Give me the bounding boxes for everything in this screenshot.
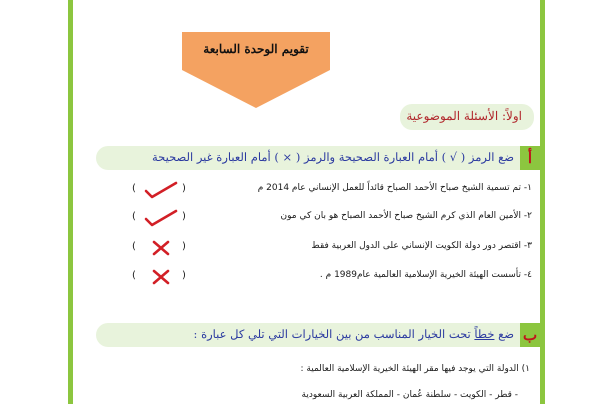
close-paren: ) — [182, 183, 186, 194]
instruction-pre: ضع — [494, 327, 514, 341]
statement-text: ١- تم تسمية الشيخ صباح الأحمد الصباح قائداً للعمل الإنساني عام 2014 م — [257, 183, 532, 193]
answer-mark — [132, 268, 190, 286]
open-paren: ( — [132, 211, 136, 222]
open-paren: ( — [132, 241, 136, 252]
section-a-heading — [96, 146, 540, 170]
answer-mark — [132, 239, 190, 257]
statement-row-2 — [96, 209, 532, 227]
question-1: ١) الدولة التي يوجد فيها مقر الهيئة الخيرية الإسلامية العالمية : — [300, 364, 530, 374]
open-paren: ( — [132, 270, 136, 281]
close-paren: ) — [182, 241, 186, 252]
banner-title: تقويم الوحدة السابعة — [203, 42, 309, 56]
statement-row-4 — [96, 268, 532, 286]
close-paren: ) — [182, 211, 186, 222]
open-paren: ( — [132, 183, 136, 194]
question-1-options: - قطر - الكويت - سلطنة عُمان - المملكة العربية السعودية — [301, 390, 518, 400]
check-mark-icon — [142, 181, 180, 199]
answer-mark — [132, 209, 190, 227]
section-a-instruction: ضع الرمز ( √ ) أمام العبارة الصحيحة والرمز ( × ) أمام العبارة غير الصحيحة — [152, 150, 514, 164]
answer-mark — [132, 181, 190, 199]
unit-title-banner — [182, 32, 330, 108]
objective-questions-text: اولاً: الأسئلة الموضوعية — [406, 109, 522, 123]
close-paren: ) — [182, 270, 186, 281]
section-b-heading — [96, 323, 540, 347]
section-b-instruction — [194, 327, 514, 341]
check-mark-icon — [142, 209, 180, 227]
instruction-post: تحت الخيار المناسب من بين الخيارات التي تلي كل عبارة : — [193, 327, 475, 341]
statement-text: ٤- تأسست الهيئة الخيرية الإسلامية العالمية عام1989 م . — [319, 270, 532, 280]
statement-row-1 — [96, 181, 532, 199]
statement-text: ٢- الأمين العام الذي كرم الشيخ صباح الأحمد الصباح هو بان كي مون — [280, 211, 532, 221]
instruction-underlined: خطاً — [474, 327, 495, 341]
right-green-rule — [540, 0, 545, 404]
section-b-badge: ب — [520, 323, 540, 347]
cross-mark-icon — [142, 268, 180, 286]
objective-questions-label — [400, 104, 534, 130]
statement-row-3 — [96, 239, 532, 257]
statement-text: ٣- اقتصر دور دولة الكويت الإنساني على الدول العربية فقط — [311, 241, 532, 251]
section-a-badge: أ — [520, 146, 540, 170]
left-green-rule — [68, 0, 73, 404]
cross-mark-icon — [142, 239, 180, 257]
